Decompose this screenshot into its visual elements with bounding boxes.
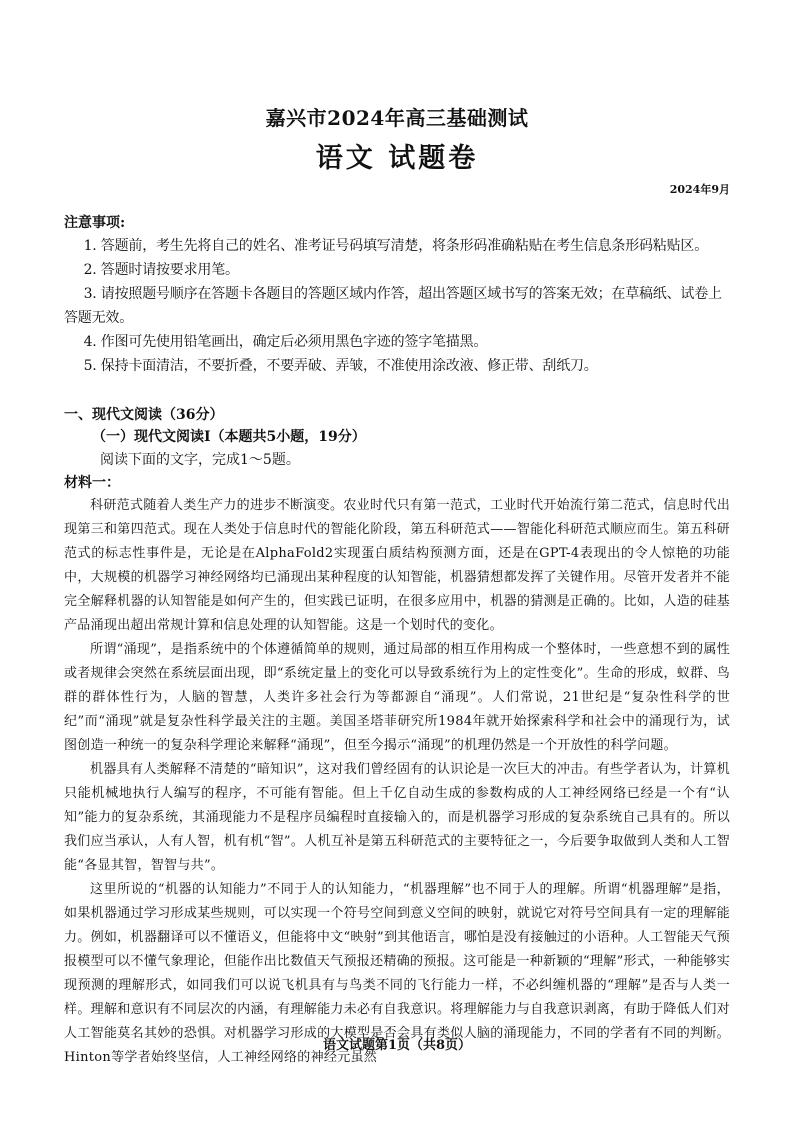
material-paragraph: 所谓“涌现”，是指系统中的个体遵循简单的规则，通过局部的相互作用构成一个整体时，一些意想不到的属性或者规律会突然在系统层面出现，即“系统定量上的变化可以导致系统行为上的定性变化”。生命的形成，蚁群、鸟群的群体性行为，人脑的智慧，人类许多社会行为等都源自“涌现”。人们常说，21世纪是“复杂性科学的世纪”而“涌现”就是复杂性科学最关注的主题。美国圣塔菲研究所1984年就开始探索科学和社会中的涌现行为，试图创造一种统一的复杂科学理论来解释“涌现”，但至今揭示“涌现”的机理仍然是一个开放性的科学问题。 [64, 642, 730, 753]
reading-instruction: 阅读下面的文字，完成1～5题。 [100, 452, 300, 468]
material-paragraph: 这里所说的“机器的认知能力”不同于人的认知能力，“机器理解”也不同于人的理解。所谓“机器理解”是指，如果机器通过学习形成某些规则，可以实现一个符号空间到意义空间的映射，就说它对符号空间具有一定的理解能力。例如，机器翻译可以不懂语义，但能将中文“映射”到其他语言，哪怕是没有接触过的小语种。人工智能天气预报模型可以不懂气象理论，但能作出比数值天气预报还精确的预报。这可能是一种新颖的“理解”形式，一种能够实现预测的理解形式，如同我们可以说飞机具有与鸟类不同的飞行能力一样，不必纠缠机器的“理解”是否与人类一样。理解和意识有不同层次的内涵，有理解能力未必有自我意识。将理解能力与自我意识剥离，有助于降低人们对人工智能莫名其妙的恐惧。对机器学习形成的大模型是否会具有类似人脑的涌现能力，不同的学者有不同的判断。Hinton等学者始终坚信，人工神经网络的神经元虽然 [64, 882, 730, 1065]
exam-title: 嘉兴市2024年高三基础测试 [265, 106, 529, 130]
material-paragraph: 机器具有人类解释不清楚的“暗知识”，这对我们曾经固有的认识论是一次巨大的冲击。有些学者认为，计算机只能机械地执行人编写的程序，不可能有智能。但上千亿自动生成的参数构成的人工神经网络已经是一个有“认知”能力的复杂系统，其涌现能力不是程序员编程时直接输入的，而是机器学习形成的复杂系统自己具有的。所以我们应当承认，人有人智，机有机“智”。人机互补是第五科研范式的主要特征之一，今后要争取做到人类和人工智能“各显其智，智智与共”。 [64, 762, 730, 873]
section-subheading: （一）现代文阅读Ⅰ（本题共5小题，19分） [92, 429, 366, 445]
notice-item: 1. 答题前，考生先将自己的姓名、准考证号码填写清楚，将条形码准确粘贴在考生信息条形码粘贴区。 [83, 238, 708, 254]
notice-item: 4. 作图可先使用铅笔画出，确定后必须用黑色字迹的签字笔描黑。 [83, 334, 488, 350]
material-paragraph: 科研范式随着人类生产力的进步不断演变。农业时代只有第一范式，工业时代开始流行第二范式，信息时代出现第三和第四范式。现在人类处于信息时代的智能化阶段，第五科研范式——智能化科研范式顺应而生。第五科研范式的标志性事件是，无论是在AlphaFold2实现蛋白质结构预测方面，还是在GPT-4表现出的令人惊艳的功能中，大规模的机器学习神经网络均已涌现出某种程度的认知智能，机器猜想都发挥了关键作用。尽管开发者并不能完全解释机器的认知智能是如何产生的，但实践已证明，在很多应用中，机器的猜测是正确的。比如，人造的硅基产品涌现出超出常规计算和信息处理的认知智能。这是一个划时代的变化。 [64, 498, 730, 633]
exam-date: 2024年9月 [669, 183, 730, 196]
notice-item: 5. 保持卡面清洁，不要折叠，不要弄破、弄皱，不准使用涂改液、修正带、刮纸刀。 [83, 358, 598, 374]
section-heading: 一、现代文阅读（36分） [64, 407, 224, 423]
page-footer: 语文试题第1页（共8页） [322, 1038, 472, 1053]
exam-subtitle: 语文 试题卷 [315, 143, 479, 174]
notice-item: 3. 请按照题号顺序在答题卡各题目的答题区域内作答，超出答题区域书写的答案无效；在草稿纸、试卷上答题无效。 [64, 286, 722, 326]
notice-item: 2. 答题时请按要求用笔。 [83, 262, 239, 278]
notice-list [64, 234, 730, 378]
notice-heading: 注意事项: [64, 215, 126, 231]
material-label: 材料一： [64, 475, 120, 491]
